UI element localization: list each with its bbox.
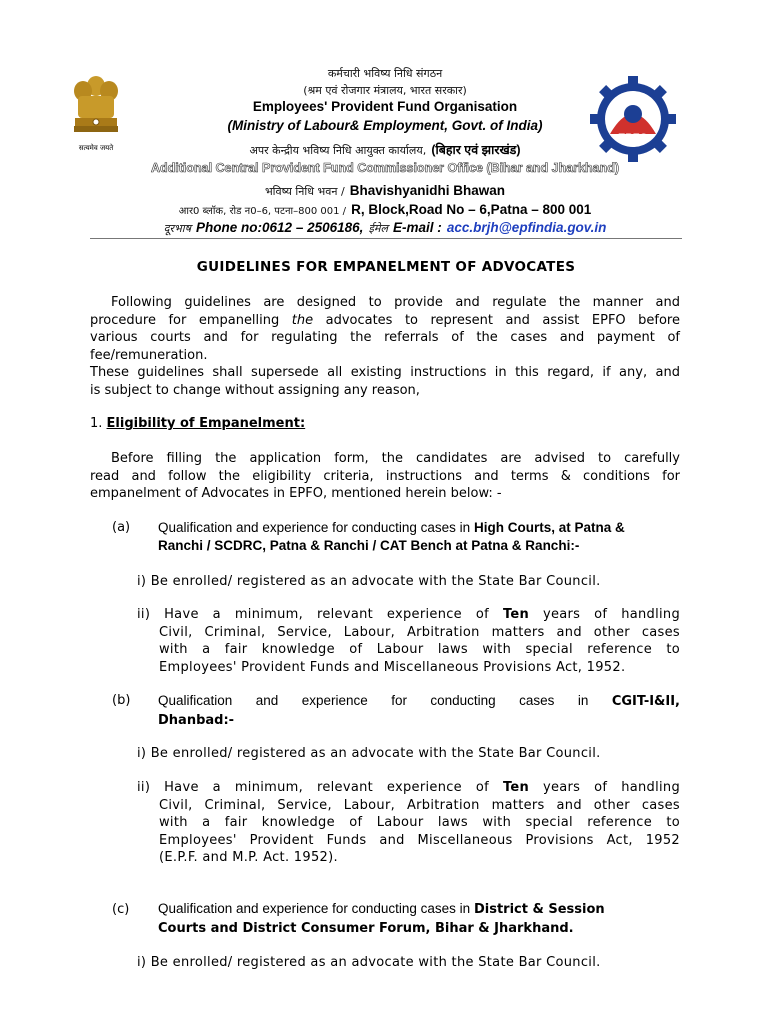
phone-text: Phone no:0612 – 2506186, — [196, 220, 364, 235]
clause-c-text: Qualification and experience for conducting cases in — [158, 901, 474, 916]
clause-a-ii-line-3: with a fair knowledge of Labour laws with special reference to — [159, 642, 680, 657]
hindi-bhawan-text: भविष्य निधि भवन / — [264, 185, 345, 198]
clause-a-ii-a: ii) Have a minimum, relevant experience of — [137, 607, 503, 622]
epfo-logo-text: EPFO — [618, 132, 648, 144]
section-1-number: 1. — [90, 416, 103, 431]
clause-c-bold-1: District & Session — [473, 902, 605, 917]
intro-line-2c: advocates to represent and assist EPFO before — [313, 312, 680, 328]
intro-line-1: Following guidelines are designed to provide and regulate the manner and — [111, 295, 680, 310]
clause-c-item-i — [137, 954, 680, 972]
intro-line-2 — [90, 312, 680, 330]
clause-b-ii-line-1 — [137, 779, 680, 797]
section-1-heading — [90, 416, 305, 431]
clause-a-bold-2: Ranchi / SCDRC, Patna & Ranchi / CAT Bench at Patna & Ranchi:- — [158, 538, 580, 553]
clause-a-ii-b: Ten — [502, 607, 530, 622]
section-1-line-2: read and follow the eligibility criteria, instructions and terms & conditions for — [90, 468, 680, 484]
hindi-phone-text: दूरभाष — [163, 222, 191, 235]
clause-a-item-ii — [137, 606, 680, 676]
clause-a-i-text: i) Be enrolled/ registered as an advocate with the State Bar Council. — [137, 574, 601, 589]
emblem-lions-icon — [68, 72, 124, 142]
clause-b-i-text: i) Be enrolled/ registered as an advocate with the State Bar Council. — [137, 746, 601, 761]
intro-paragraph — [90, 294, 680, 399]
national-emblem — [68, 72, 124, 154]
clause-a-item-i — [137, 573, 680, 591]
clause-b-bold-1: CGIT-I&II, — [611, 694, 680, 709]
clause-b-item-i — [137, 745, 680, 763]
intro-line-5: These guidelines shall supersede all existing instructions in this regard, if any, and — [90, 365, 680, 380]
intro-line-6: is subject to change without assigning any reason, — [90, 382, 420, 398]
clause-b-label: (b) — [112, 693, 131, 708]
section-1-line-3: empanelment of Advocates in EPFO, mentioned herein below: - — [90, 486, 502, 501]
clause-b-ii-line-3: with a fair knowledge of Labour laws with special reference to — [159, 815, 680, 830]
clause-b-line-1 — [158, 692, 680, 711]
intro-line-2b: the — [291, 312, 314, 328]
address-line — [150, 199, 620, 218]
clause-c-bold-2: Courts and District Consumer Forum, Bihar & Jharkhand. — [158, 921, 574, 936]
ministry-name: (Ministry of Labour& Employment, Govt. of India) — [227, 118, 543, 133]
clause-b-ii-line-4: Employees' Provident Funds and Miscellaneous Provisions Act, 1952 — [159, 832, 680, 848]
emblem-caption: सत्यमेव जयते — [78, 144, 114, 152]
clause-c-heading — [158, 900, 680, 938]
email-link[interactable]: acc.brjh@epfindia.gov.in — [446, 220, 607, 235]
hindi-office-text: अपर केन्द्रीय भविष्य निधि आयुक्त कार्यालय, — [249, 144, 427, 157]
clause-b-text: Qualification and experience for conducting cases in — [158, 693, 612, 708]
bhawan-text: Bhavishyanidhi Bhawan — [349, 183, 506, 198]
hindi-region-text: (बिहार एवं झारखंड) — [431, 143, 521, 157]
clause-b-ii-a: ii) Have a minimum, relevant experience of — [137, 780, 503, 795]
email-label: E-mail : — [393, 220, 442, 235]
clause-a-ii-line-4: Employees' Provident Funds and Miscellaneous Provisions Act, 1952. — [159, 659, 626, 675]
header-hindi-office — [150, 139, 620, 158]
page-title: GUIDELINES FOR EMPANELMENT OF ADVOCATES — [196, 259, 576, 275]
clause-a-ii-c: years of handling — [529, 607, 681, 622]
clause-b-item-ii — [137, 779, 680, 867]
section-1-title: Eligibility of Empanelment: — [106, 416, 306, 431]
hindi-email-text: ईमेल — [368, 222, 388, 235]
intro-line-2a: procedure for empanelling — [90, 312, 292, 328]
hindi-address-text: आर0 ब्लॉक, रोड न0–6, पटना–800 001 / — [178, 206, 347, 217]
section-1-line-1: Before filling the application form, the candidates are advised to carefully — [111, 451, 680, 466]
contact-line — [150, 217, 620, 236]
clause-b-ii-line-5: (E.P.F. and M.P. Act. 1952). — [159, 850, 338, 865]
clause-a-bold-1: High Courts, at Patna & — [473, 520, 625, 535]
clause-c-i-text: i) Be enrolled/ registered as an advocate with the State Bar Council. — [137, 955, 601, 970]
clause-a-text: Qualification and experience for conducting cases in — [158, 520, 474, 535]
clause-a-heading — [158, 519, 680, 555]
address-text: R, Block,Road No – 6,Patna – 800 001 — [351, 202, 592, 217]
header-divider — [90, 238, 682, 239]
clause-a-label: (a) — [112, 520, 131, 535]
clause-b-heading — [158, 692, 680, 730]
header-hindi-ministry: (श्रम एवं रोजगार मंत्रालय, भारत सरकार) — [303, 84, 467, 97]
intro-line-4: fee/remuneration. — [90, 347, 208, 363]
intro-line-3: various courts and for regulating the referrals of the cases and payment of — [90, 330, 680, 345]
clause-b-bold-2: Dhanbad:- — [158, 713, 235, 728]
clause-c-label: (c) — [112, 902, 130, 917]
org-name: Employees' Provident Fund Organisation — [252, 99, 518, 114]
clause-b-ii-line-2: Civil, Criminal, Service, Labour, Arbitration matters and other cases — [159, 797, 680, 813]
clause-a-ii-line-1 — [137, 606, 680, 624]
clause-b-ii-c: years of handling — [529, 780, 681, 795]
clause-a-ii-line-2: Civil, Criminal, Service, Labour, Arbitration matters and other cases — [159, 624, 680, 640]
header-hindi-org: कर्मचारी भविष्य निधि संगठन — [327, 67, 443, 80]
bhawan-line — [150, 180, 620, 199]
section-1-paragraph — [90, 450, 680, 503]
office-english: Additional Central Provident Fund Commissioner Office (Bihar and Jharkhand) — [150, 161, 620, 175]
clause-b-ii-b: Ten — [502, 780, 530, 795]
